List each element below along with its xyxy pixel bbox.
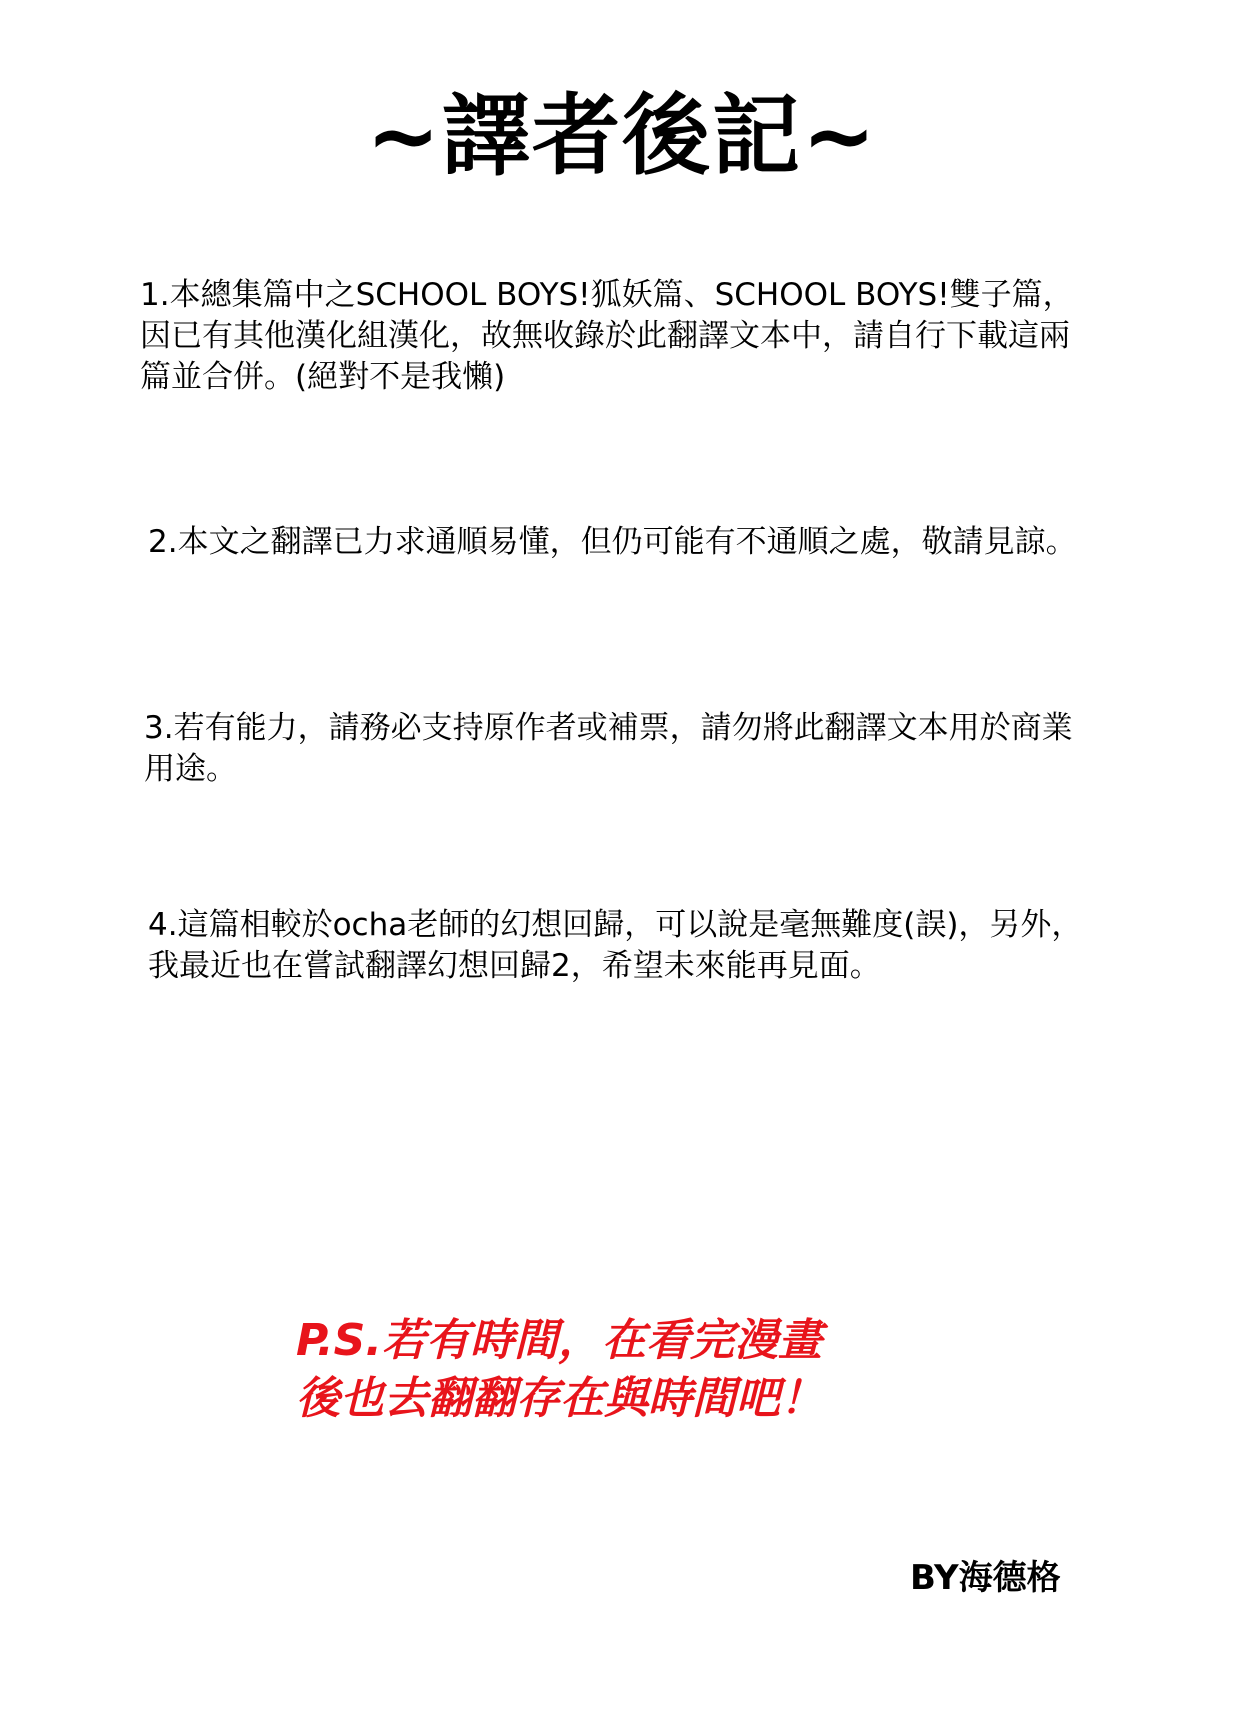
note-line: 用途。 [144,751,237,787]
note-1 [140,275,1074,398]
note-line: 1.本總集篇中之SCHOOL BOYS!狐妖篇、SCHOOL BOYS!雙子篇， [140,277,1074,313]
note-line: 篇並合併。(絕對不是我懶) [140,359,506,395]
note-line: 3.若有能力，請務必支持原作者或補票，請勿將此翻譯文本用於商業 [144,710,1073,746]
postscript-line: 後也去翻翻存在與時間吧！ [296,1373,824,1424]
postscript [296,1312,824,1428]
note-4 [148,905,1082,987]
note-3 [144,708,1073,790]
signature: BY海德格 [910,1558,1061,1598]
note-line: 4.這篇相較於ocha老師的幻想回歸，可以說是毫無難度(誤)，另外， [148,907,1083,943]
note-line: 2.本文之翻譯已力求通順易懂，但仍可能有不通順之處，敬請見諒。 [148,524,1077,560]
note-2 [148,522,1077,563]
note-line: 因已有其他漢化組漢化，故無收錄於此翻譯文本中，請自行下載這兩 [140,318,1070,354]
page-title: ~譯者後記~ [366,84,878,187]
note-line: 我最近也在嘗試翻譯幻想回歸2，希望未來能再見面。 [148,948,881,984]
postscript-line: P.S.若有時間，在看完漫畫 [296,1315,823,1366]
